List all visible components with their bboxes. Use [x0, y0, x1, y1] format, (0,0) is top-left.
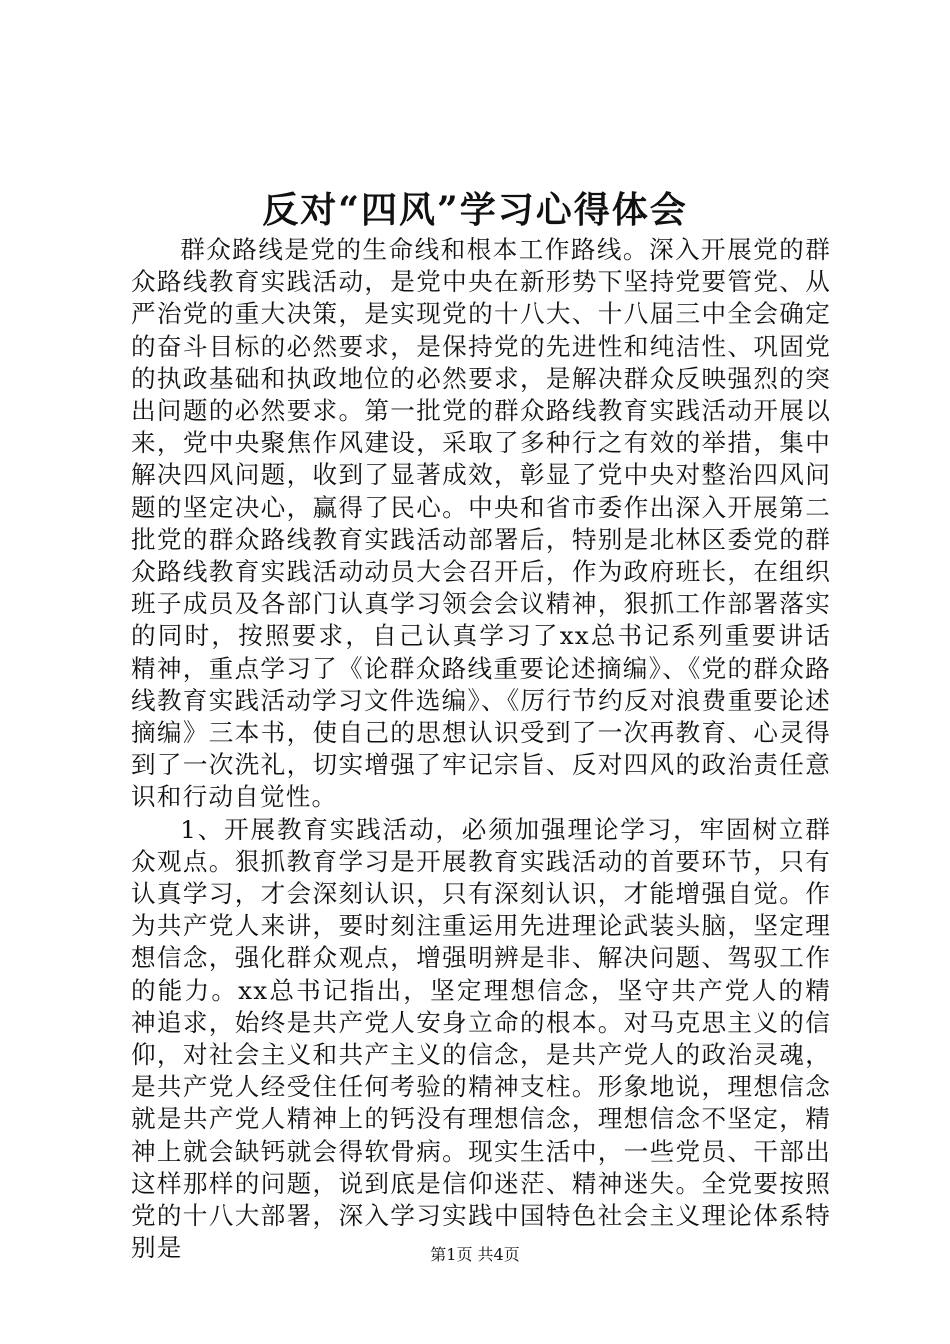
page-number-footer: 第1页 共4页 [430, 1245, 520, 1264]
document-body [131, 234, 831, 1265]
paragraph-intro: 群众路线是党的生命线和根本工作路线。深入开展党的群众路线教育实践活动，是党中央在新形势下坚持党要管党、从严治党的重大决策，是实现党的十八大、十八届三中全会确定的奋斗目标的必然要求，是保持党的先进性和纯洁性、巩固党的执政基础和执政地位的必然要求，是解决群众反映强烈的突出问题的必然要求。第一批党的群众路线教育实践活动开展以来，党中央聚焦作风建设，采取了多种行之有效的举措，集中解决四风问题，收到了显著成效，彰显了党中央对整治四风问题的坚定决心，赢得了民心。中央和省市委作出深入开展第二批党的群众路线教育实践活动部署后，特别是北林区委党的群众路线教育实践活动动员大会召开后，作为政府班长，在组织班子成员及各部门认真学习领会会议精神，狠抓工作部署落实的同时，按照要求，自己认真学习了xx总书记系列重要讲话精神，重点学习了《论群众路线重要论述摘编》、《党的群众路线教育实践活动学习文件选编》、《厉行节约反对浪费重要论述摘编》三本书，使自己的思想认识受到了一次再教育、心灵得到了一次洗礼，切实增强了牢记宗旨、反对四风的政治责任意识和行动自觉性。 [131, 235, 831, 812]
document-title: 反对“四风”学习心得体会 [262, 189, 688, 231]
paragraph-point-1: 1、开展教育实践活动，必须加强理论学习，牢固树立群众观点。狠抓教育学习是开展教育实践活动的首要环节，只有认真学习，才会深刻认识，只有深刻认识，才能增强自觉。作为共产党人来讲，要时刻注重运用先进理论武装头脑，坚定理想信念，强化群众观点，增强明辨是非、解决问题、驾驭工作的能力。xx总书记指出，坚定理想信念，坚守共产党人的精神追求，始终是共产党人安身立命的根本。对马克思主义的信仰，对社会主义和共产主义的信念，是共产党人的政治灵魂，是共产党人经受住任何考验的精神支柱。形象地说，理想信念就是共产党人精神上的钙没有理想信念，理想信念不坚定，精神上就会缺钙就会得软骨病。现实生活中，一些党员、干部出这样那样的问题，说到底是信仰迷茫、精神迷失。全党要按照党的十八大部署，深入学习实践中国特色社会主义理论体系特别是 [131, 814, 831, 1263]
